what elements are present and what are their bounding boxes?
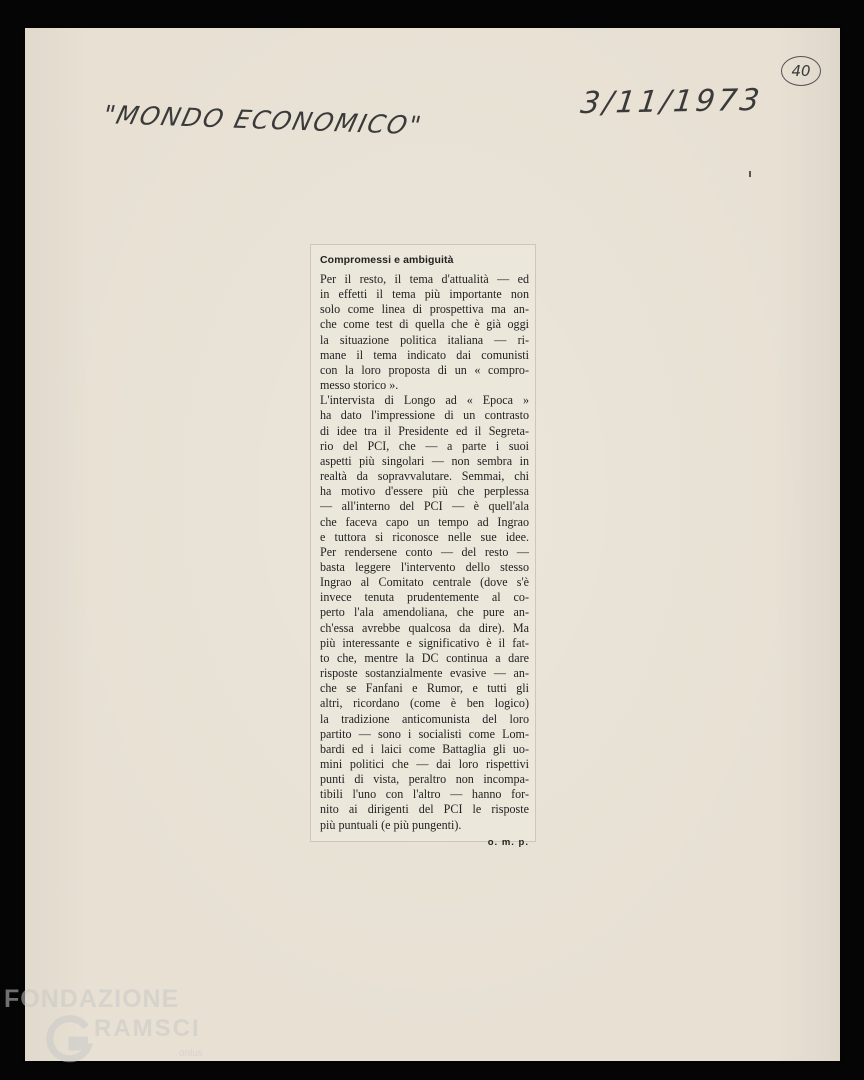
- clipping-line: con la loro proposta di un « compro-: [320, 362, 529, 377]
- watermark-line1: FONDAZIONE: [4, 985, 180, 1013]
- clipping-line: tibili l'uno con l'altro — hanno for-: [320, 787, 529, 802]
- clipping-line: più interessante e significativo è il fat-: [320, 635, 529, 650]
- clipping-line: messo storico ».: [320, 378, 399, 393]
- paper-sheet: [25, 28, 840, 1061]
- clipping-line: perto l'ala amendoliana, che pure an-: [320, 605, 529, 620]
- clipping-line: aspetti più singolari — non sembra in: [320, 453, 529, 468]
- clipping-line: L'intervista di Longo ad « Epoca »: [320, 393, 529, 408]
- pencil-mark: [749, 171, 751, 177]
- clipping-line: solo come linea di prospettiva ma an-: [320, 302, 529, 317]
- clipping-title: Compromessi e ambiguità: [320, 254, 454, 266]
- clipping-line: punti di vista, peraltro non incompa-: [320, 772, 529, 787]
- clipping-line: di idee tra il Presidente ed il Segreta-: [320, 423, 529, 438]
- newspaper-clipping: [310, 244, 536, 848]
- clipping-line: ha motivo d'essere più che perplessa: [320, 484, 529, 499]
- handwritten-source: "MONDO ECONOMICO": [99, 100, 426, 141]
- clipping-line: Per rendersene conto — del resto —: [320, 544, 529, 559]
- watermark-line3: onlus: [179, 1048, 203, 1059]
- clipping-line: in effetti il tema più importante non: [320, 287, 529, 302]
- clipping-line: nito ai dirigenti del PCI le risposte: [320, 802, 529, 817]
- clipping-line: to che, mentre la DC continua a dare: [320, 650, 529, 665]
- clipping-line: — all'interno del PCI — è quell'ala: [320, 499, 529, 514]
- clipping-line: che come test di quella che è già oggi: [320, 317, 529, 332]
- watermark-logo: [4, 985, 219, 1075]
- clipping-line: risposte sostanzialmente evasive — an-: [320, 666, 529, 681]
- clipping-line: mini politici che — dai loro rispettivi: [320, 757, 529, 771]
- clipping-body: [320, 272, 529, 833]
- watermark-g-icon: [42, 1013, 96, 1067]
- clipping-line: che faceva capo un tempo ad Ingrao: [320, 514, 529, 529]
- clipping-line: basta leggere l'intervento dello stesso: [320, 559, 529, 574]
- clipping-line: partito — sono i socialisti come Lom-: [320, 726, 529, 741]
- clipping-line: mane il tema indicato dai comunisti: [320, 347, 529, 362]
- clipping-line: Ingrao al Comitato centrale (dove s'è: [320, 575, 529, 590]
- clipping-line: ch'essa avrebbe qualcosa da dire). Ma: [320, 620, 529, 635]
- handwritten-date: 3/11/1973: [578, 82, 765, 121]
- clipping-line: che se Fanfani e Rumor, e tutti gli: [320, 681, 529, 696]
- clipping-line: la tradizione anticomunista del loro: [320, 711, 529, 726]
- clipping-line: e tuttora si riconosce nelle sue idee.: [320, 529, 529, 544]
- watermark-line2: RAMSCI: [94, 1015, 201, 1042]
- clipping-line: la situazione politica italiana — ri-: [320, 332, 529, 347]
- handwritten-page-number: 40: [781, 56, 821, 86]
- clipping-signature: o. m. p.: [487, 836, 529, 848]
- clipping-line: ha dato l'impressione di un contrasto: [320, 408, 529, 423]
- clipping-line: bardi ed i laici come Battaglia gli uo-: [320, 741, 529, 756]
- clipping-line: più puntuali (e più pungenti).: [320, 817, 462, 832]
- clipping-line: Per il resto, il tema d'attualità — ed: [320, 272, 529, 286]
- clipping-line: invece tenuta prudentemente al co-: [320, 590, 529, 605]
- clipping-line: rio del PCI, che — a parte i suoi: [320, 438, 529, 453]
- clipping-line: altri, ricordano (come è ben logico): [320, 696, 529, 711]
- clipping-line: realtà da sopravvalutare. Semmai, chi: [320, 469, 529, 484]
